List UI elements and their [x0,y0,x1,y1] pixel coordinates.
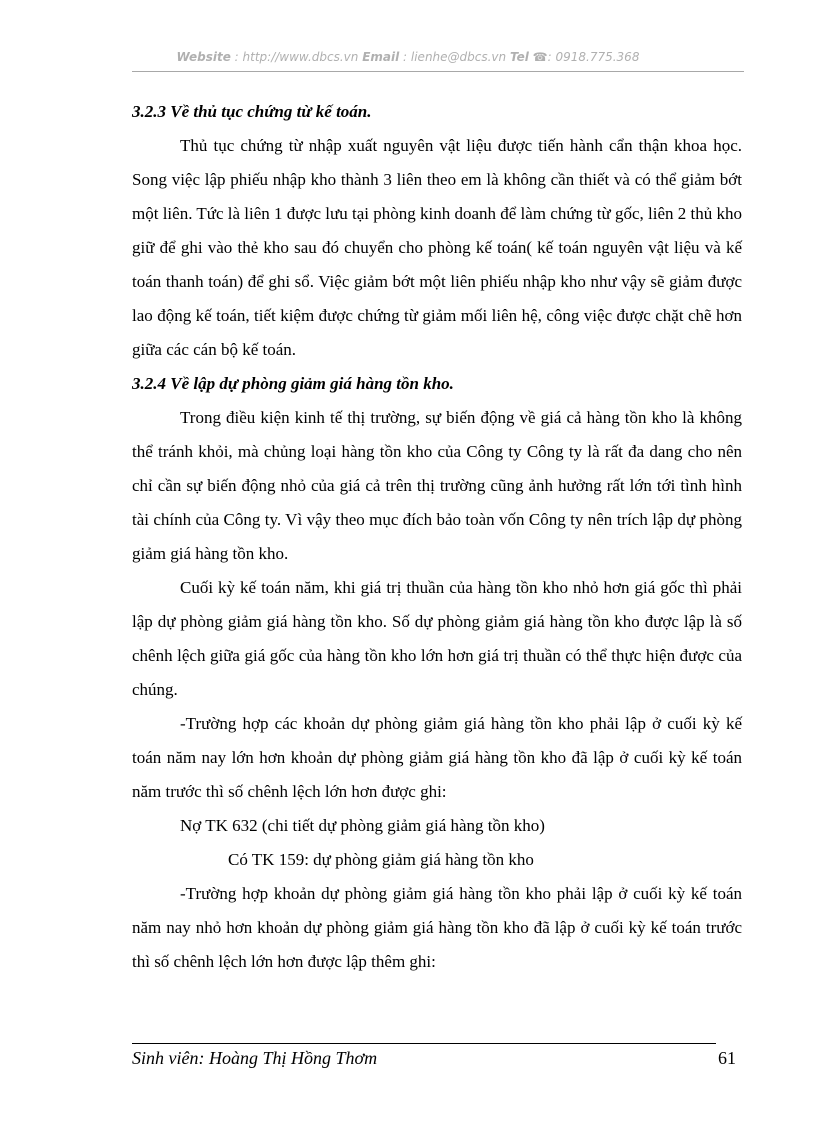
header-divider [132,71,744,72]
tel-label: Tel [509,50,529,64]
paragraph-year-end: Cuối kỳ kế toán năm, khi giá trị thuần của hàng tồn kho nhỏ hơn giá gốc thì phải lập dự phòng giảm giá hàng tồn kho. Số dự phòng giảm giá hàng tồn kho được lập là số chênh lệch giữa giá gốc của hàng tồn kho lớn hơn giá trị thuần có thể thực hiện được của chúng. [132,578,742,699]
page-header [0,50,816,64]
footer-student-name: Sinh viên: Hoàng Thị Hồng Thơm [132,1048,378,1068]
paragraph-voucher-procedure: Thủ tục chứng từ nhập xuất nguyên vật liệu được tiến hành cẩn thận khoa học. Song việc lập phiếu nhập kho thành 3 liên theo em là không cần thiết và có thể giảm bớt một liên. Tức là liên 1 được lưu tại phòng kinh doanh để làm chứng từ gốc, liên 2 thủ kho giữ để ghi vào thẻ kho sau đó chuyển cho phòng kế toán( kế toán nguyên vật liệu và kế toán thanh toán) để ghi sổ. Việc giảm bớt một liên phiếu nhập kho như vậy sẽ giảm được lao động kế toán, tiết kiệm được chứng từ giảm mối liên hệ, công việc được chặt chẽ hơn giữa các cán bộ kế toán. [132,136,742,359]
journal-entry-credit: Có TK 159: dự phòng giảm giá hàng tồn kho [228,850,534,869]
page-number: 61 [718,1048,736,1068]
section-heading-3-2-4: 3.2.4 Về lập dự phòng giảm giá hàng tồn kho. [132,374,454,393]
email-label: Email [362,50,400,64]
paragraph-market-conditions: Trong điều kiện kinh tế thị trường, sự biến động về giá cả hàng tồn kho là không thể tránh khỏi, mà chủng loại hàng tồn kho của Công ty Công ty là rất đa dang cho nên chỉ cần sự biến động nhỏ của giá cả trên thị trường cũng ảnh hưởng rất lớn tới tình hình tài chính của Công ty. Vì vậy theo mục đích bảo toàn vốn Công ty nên trích lập dự phòng giảm giá hàng tồn kho. [132,408,742,563]
paragraph-case-greater: -Trường hợp các khoản dự phòng giảm giá hàng tồn kho phải lập ở cuối kỳ kế toán năm nay lớn hơn khoản dự phòng giảm giá hàng tồn kho đã lập ở cuối kỳ kế toán năm trước thì số chênh lệch lớn hơn được ghi: [132,714,742,801]
section-heading-3-2-3: 3.2.3 Về thủ tục chứng từ kế toán. [132,102,372,121]
document-body [132,95,742,979]
footer-divider [132,1043,716,1044]
paragraph-case-smaller: -Trường hợp khoản dự phòng giảm giá hàng tồn kho phải lập ở cuối kỳ kế toán năm nay nhỏ hơn khoản dự phòng giảm giá hàng tồn kho đã lập ở cuối kỳ kế toán trước thì số chênh lệch lớn hơn được lập thêm ghi: [132,884,742,971]
website-value: : http://www.dbcs.vn [230,50,363,64]
tel-value: ☎: 0918.775.368 [528,50,640,64]
journal-entry-debit: Nợ TK 632 (chi tiết dự phòng giảm giá hàng tồn kho) [180,816,545,835]
email-value: : lienhe@dbcs.vn [399,50,510,64]
website-label: Website [176,50,231,64]
